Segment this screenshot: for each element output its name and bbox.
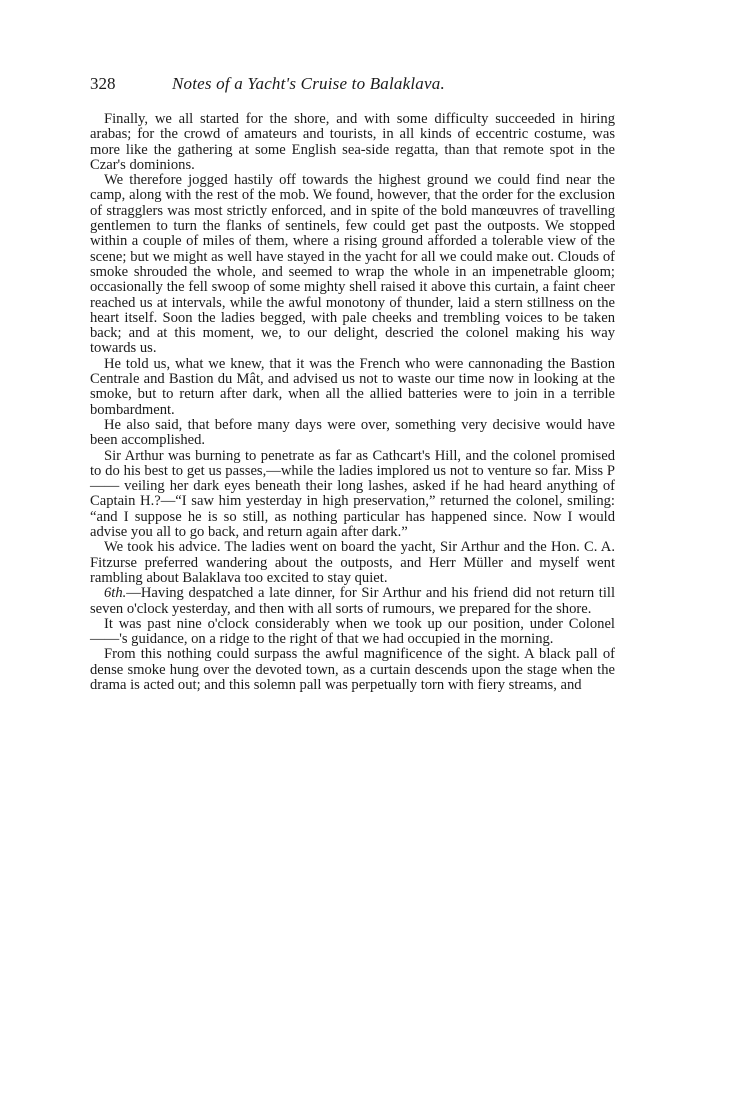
date-marker: 6th. [104, 585, 127, 602]
running-header [90, 74, 615, 100]
paragraph: Finally, we all started for the shore, and with some difficulty succeeded in hiring arabas; for the crowd of amateurs and tourists, in all kinds of eccentric costume, was more like the gathering at some English sea-side regatta, than that remote spot in the Czar's dominions. [90, 111, 615, 173]
paragraph: We took his advice. The ladies went on board the yacht, Sir Arthur and the Hon. C. A. Fitzurse preferred wandering about the outposts, and Herr Müller and myself went rambling about Balaklava too excited to stay quiet. [90, 539, 615, 586]
page-number: 328 [90, 74, 116, 93]
paragraph-text: —Having despatched a late dinner, for Sir Arthur and his friend did not return till seven o'clock yesterday, and then with all sorts of rumours, we prepared for the shore. [90, 585, 615, 617]
paragraph: From this nothing could surpass the awful magnificence of the sight. A black pall of dense smoke hung over the devoted town, as a curtain descends upon the stage when the drama is acted out; and this solemn pall was perpetually torn with fiery streams, and [90, 646, 615, 693]
paragraph: He also said, that before many days were over, something very decisive would have been accomplished. [90, 416, 615, 449]
paragraph: Sir Arthur was burning to penetrate as far as Cathcart's Hill, and the colonel promised to do his best to get us passes,—while the ladies implored us not to venture so far. Miss P—— veiling her dark eyes beneath their long lashes, asked if he had heard anything of Captain H.?—“I saw him yesterday in high preservation,” returned the colonel, smiling: “and I suppose he is so still, as nothing particular has happened since. Now I would advise you all to go back, and return again after dark.” [90, 447, 615, 541]
paragraph: We therefore jogged hastily off towards the highest ground we could find near the camp, along with the rest of the mob. We found, however, that the order for the exclusion of stragglers was most strictly enforced, and in spite of the bold manœuvres of travelling gentlemen to turn the flanks of sentinels, few could get past the outposts. We stopped within a couple of miles of them, where a rising ground afforded a tolerable view of the scene; but we might as well have stayed in the yacht for all we could make out. Clouds of smoke shrouded the whole, and seemed to wrap the whole in an impenetrable gloom; occasionally the fell swoop of some mighty shell raised it above this curtain, a faint cheer reached us at intervals, while the awful monotony of thunder, laid a stern stillness on the heart itself. Soon the ladies begged, with pale cheeks and trembling voices to be taken back; and at this moment, we, to our delight, descried the colonel making his way towards us. [90, 172, 615, 357]
running-title: Notes of a Yacht's Cruise to Balaklava. [172, 74, 445, 93]
paragraph: It was past nine o'clock considerably when we took up our position, under Colonel ——'s guidance, on a ridge to the right of that we had occupied in the morning. [90, 615, 615, 648]
body-text [90, 112, 615, 693]
paragraph [90, 586, 615, 617]
paragraph: He told us, what we knew, that it was the French who were cannonading the Bastion Centrale and Bastion du Mât, and advised us not to waste our time now in looking at the smoke, but to return after dark, when all the allied batteries were to join in a terrible bombardment. [90, 355, 615, 418]
